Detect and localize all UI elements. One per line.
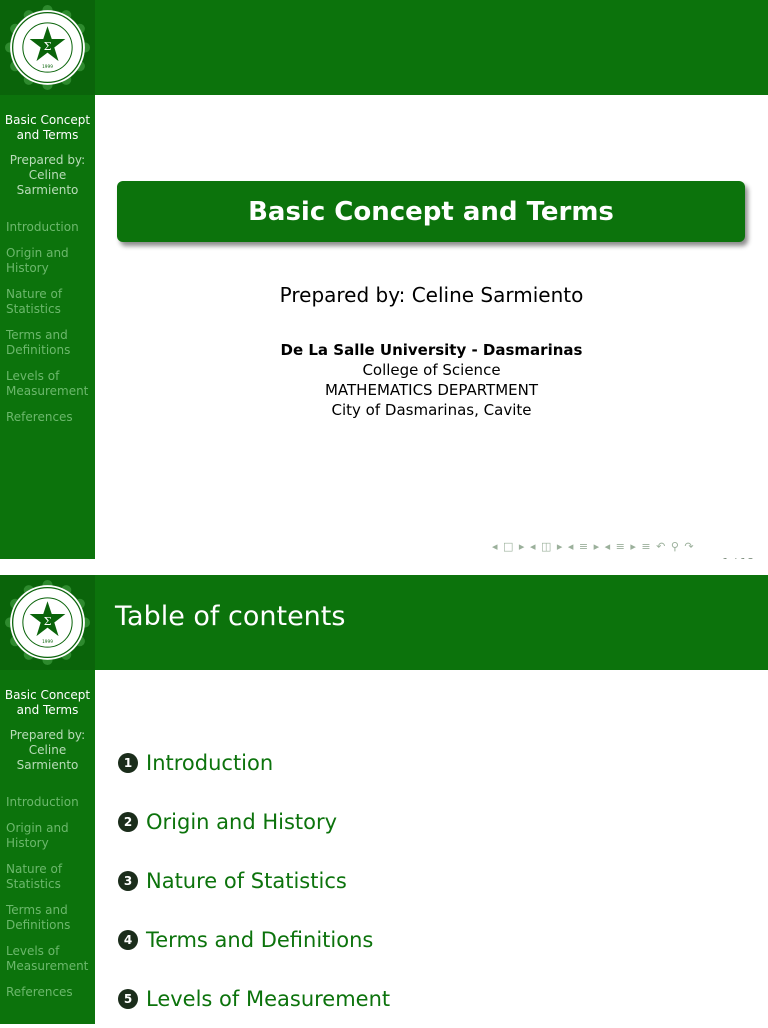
sidebar-item-introduction[interactable]: Introduction — [6, 220, 79, 234]
sidebar-item-origin-history[interactable]: Origin and History — [6, 246, 69, 275]
svg-text:1999: 1999 — [42, 64, 53, 70]
sidebar-item-references[interactable]: References — [6, 985, 73, 999]
toc-number-badge: 2 — [118, 812, 138, 832]
toc-label[interactable]: Terms and Definitions — [146, 927, 374, 952]
department-name: MATHEMATICS DEPARTMENT — [324, 381, 539, 399]
college-name: College of Science — [362, 361, 501, 379]
sidebar-title[interactable]: Basic Concept and Terms — [4, 688, 91, 717]
search-icon[interactable]: ↶ ⚲ ↷ — [656, 540, 695, 553]
frame-header — [0, 0, 768, 95]
sidebar-navigation — [0, 670, 95, 1024]
frame-title: Table of contents — [115, 601, 346, 632]
beamer-navigation-bar — [492, 540, 695, 553]
toc-number-badge: 1 — [118, 753, 138, 773]
toc-item[interactable] — [118, 792, 390, 851]
toc-item[interactable] — [118, 733, 390, 792]
sidebar-item-introduction[interactable]: Introduction — [6, 795, 79, 809]
logo-box — [0, 0, 95, 95]
toc-number-badge: 5 — [118, 989, 138, 1009]
frame-header — [0, 575, 768, 670]
sidebar-navigation — [0, 95, 95, 559]
toc-label[interactable]: Introduction — [146, 750, 274, 775]
sidebar-item-nature-statistics[interactable]: Nature of Statistics — [6, 862, 63, 891]
sidebar-author[interactable]: Prepared by: Celine Sarmiento — [9, 728, 86, 772]
university-seal-logo — [5, 5, 90, 90]
svg-text:1999: 1999 — [42, 639, 53, 645]
sidebar-title[interactable]: Basic Concept and Terms — [4, 113, 91, 142]
sidebar-item-references[interactable]: References — [6, 410, 73, 424]
institute-block — [95, 340, 768, 420]
sidebar-item-nature-statistics[interactable]: Nature of Statistics — [6, 287, 63, 316]
nav-appendix-icon[interactable]: ≡ — [641, 540, 657, 553]
logo-box — [0, 575, 95, 670]
toc-label[interactable]: Levels of Measurement — [146, 986, 391, 1011]
toc-number-badge: 3 — [118, 871, 138, 891]
toc-label[interactable]: Origin and History — [146, 809, 338, 834]
slide-table-of-contents — [0, 575, 768, 1024]
toc-item[interactable] — [118, 969, 390, 1028]
university-seal-logo — [5, 580, 90, 665]
location: City of Dasmarinas, Cavite — [331, 401, 532, 419]
svg-text:Σ: Σ — [43, 40, 52, 54]
sidebar-item-terms-definitions[interactable]: Terms and Definitions — [6, 328, 71, 357]
toc-label[interactable]: Nature of Statistics — [146, 868, 347, 893]
sidebar-author[interactable]: Prepared by: Celine Sarmiento — [9, 153, 86, 197]
toc-item[interactable] — [118, 910, 390, 969]
slide-gap — [0, 559, 768, 575]
nav-frame-icon[interactable]: ◂ □ ▸ — [492, 540, 526, 553]
toc-number-badge: 4 — [118, 930, 138, 950]
presentation-title: Basic Concept and Terms — [248, 196, 614, 227]
nav-subsection-icon[interactable]: ◂ ◫ ▸ — [529, 540, 564, 553]
sidebar-item-origin-history[interactable]: Origin and History — [6, 821, 69, 850]
nav-doc-icon[interactable]: ◂ ≡ ▸ — [604, 540, 637, 553]
nav-section-icon[interactable]: ◂ ≡ ▸ — [567, 540, 601, 553]
sidebar-item-levels-measurement[interactable]: Levels of Measurement — [6, 944, 89, 973]
toc-item[interactable] — [118, 851, 390, 910]
table-of-contents — [118, 733, 390, 1028]
institution-name: De La Salle University - Dasmarinas — [280, 341, 583, 359]
svg-text:Σ: Σ — [43, 615, 52, 629]
sidebar-item-terms-definitions[interactable]: Terms and Definitions — [6, 903, 71, 932]
author-line: Prepared by: Celine Sarmiento — [279, 283, 584, 307]
sidebar-item-levels-measurement[interactable]: Levels of Measurement — [6, 369, 89, 398]
title-block — [117, 181, 745, 242]
